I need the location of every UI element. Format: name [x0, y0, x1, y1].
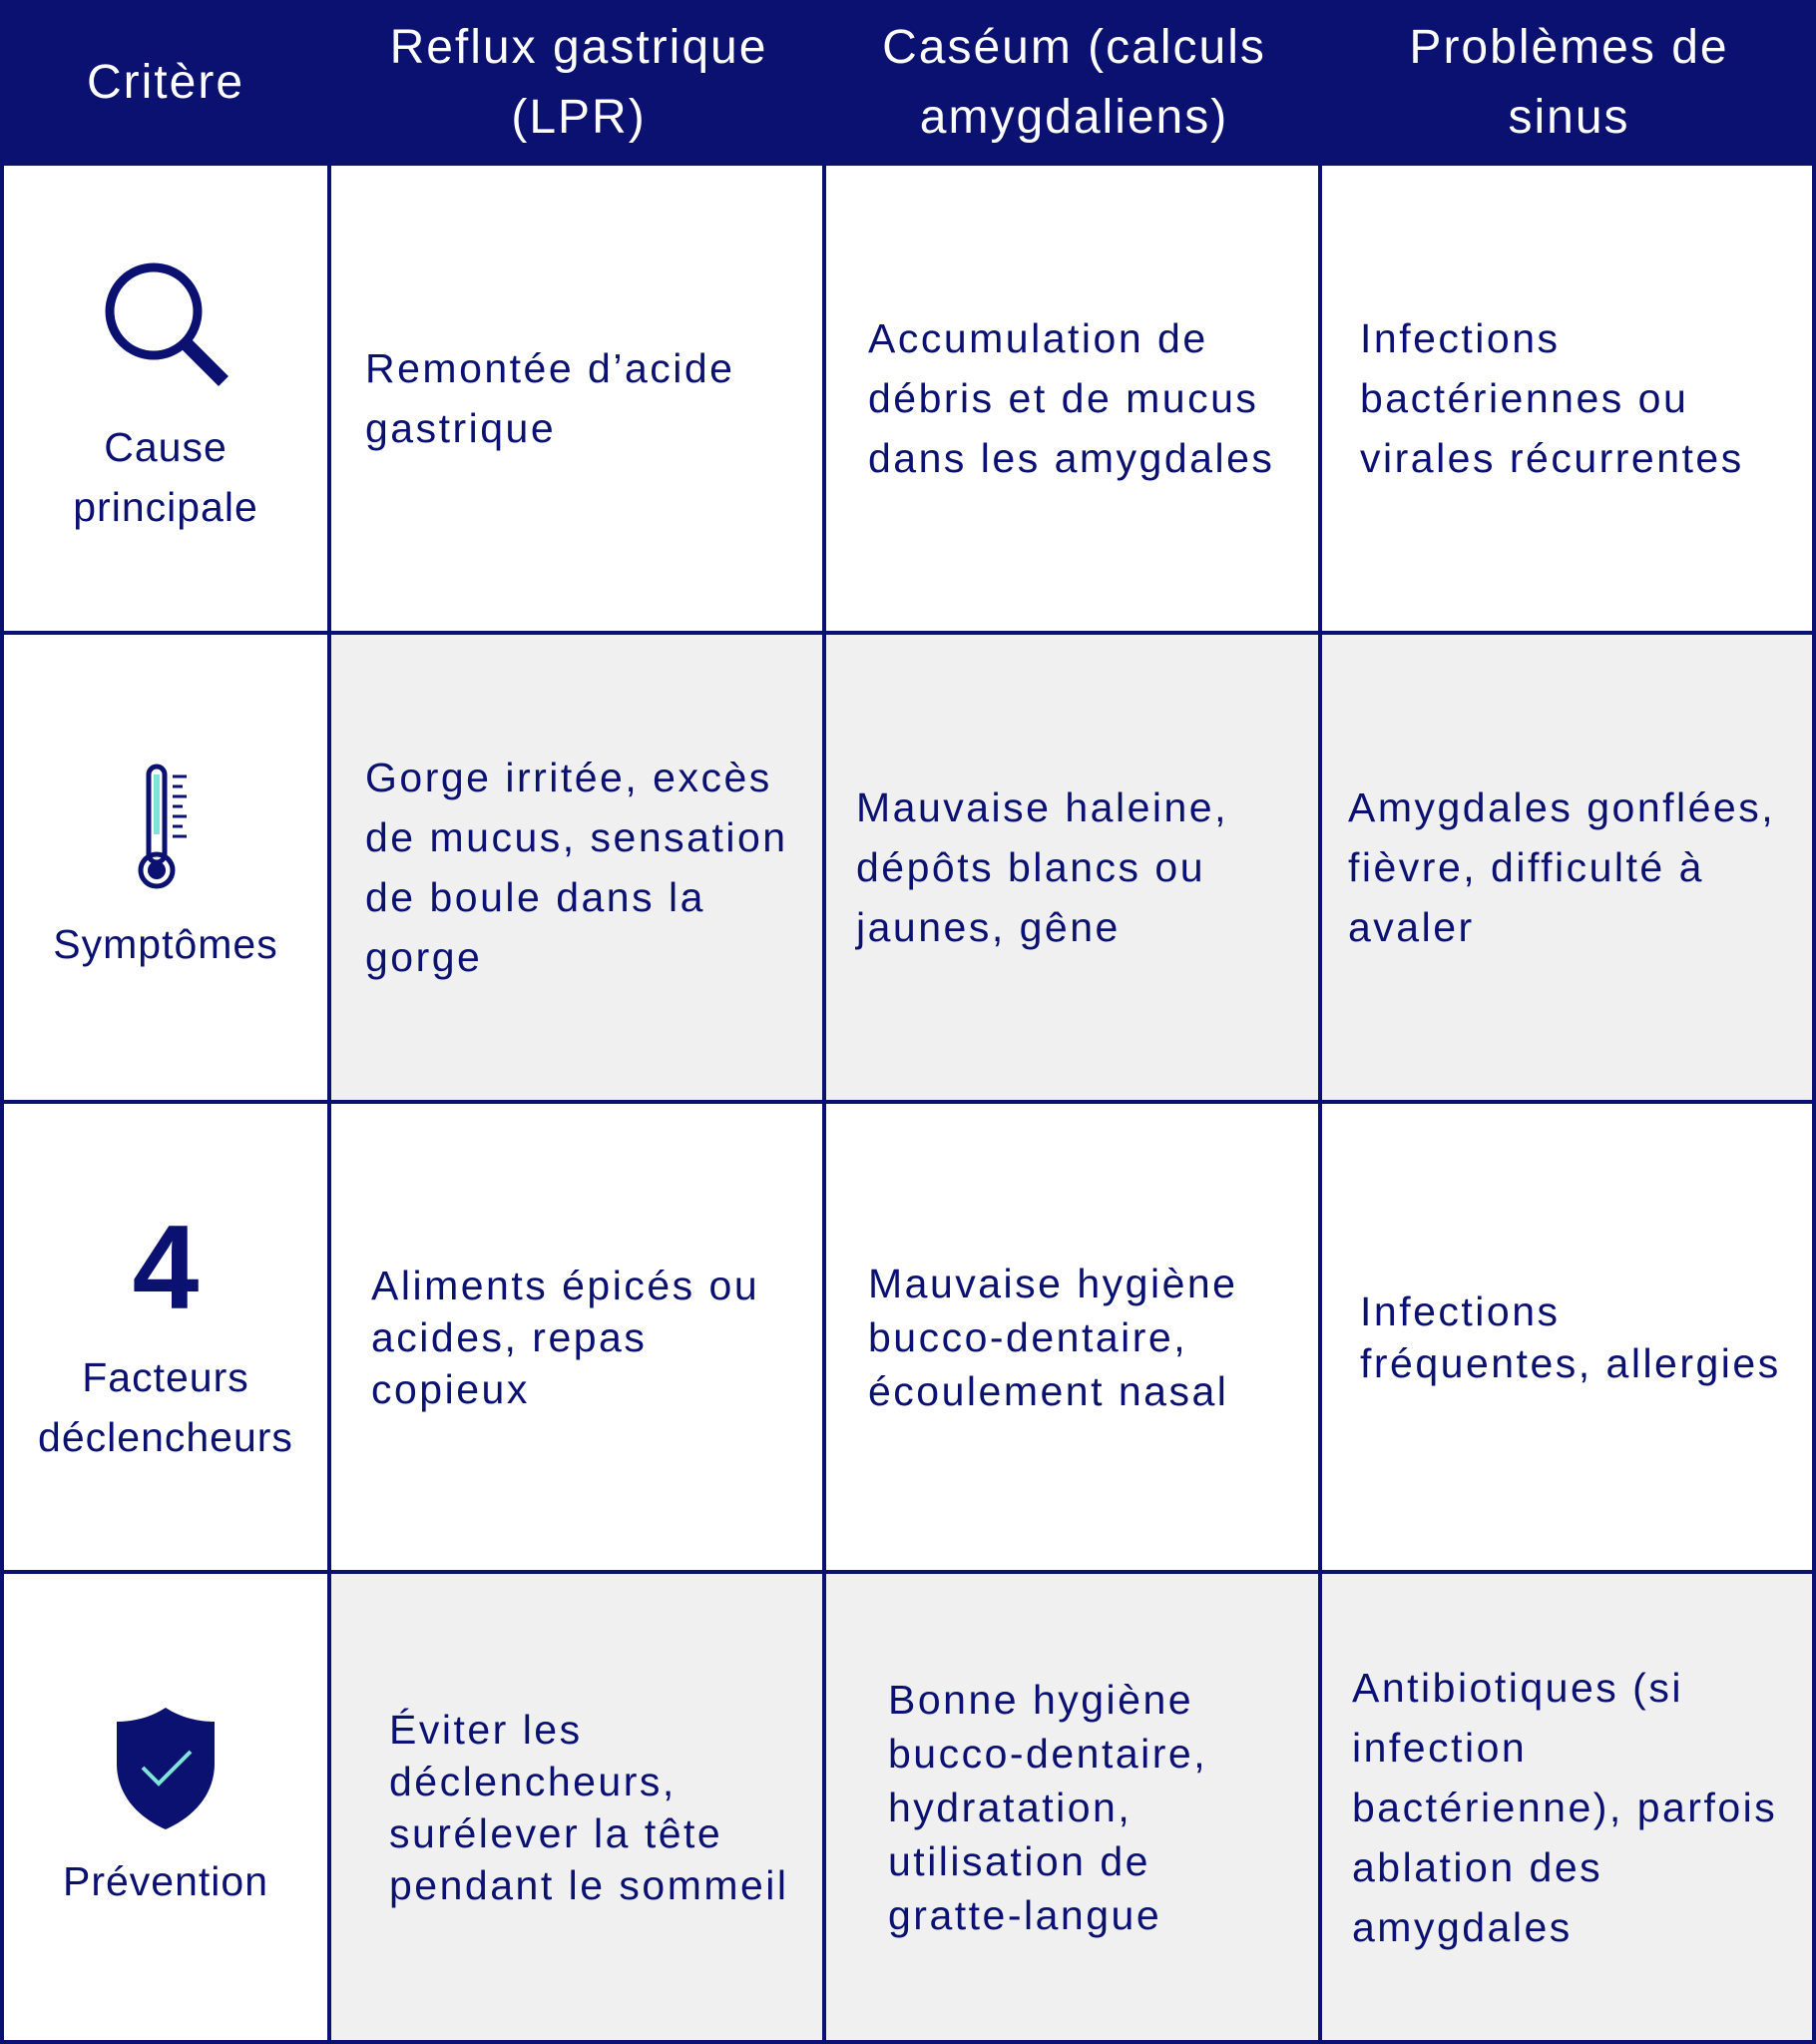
header-criterion: Critère: [0, 0, 331, 166]
cell-text: Mauvaise haleine, dépôts blancs ou jaunes, gêne: [856, 784, 1228, 950]
cell-text: Aliments épicés ou acides, repas copieux: [371, 1262, 760, 1412]
cell-symptoms-sinus: [1322, 635, 1816, 1104]
cell-cause-reflux: [331, 166, 826, 635]
cell-prevention-reflux: [331, 1574, 826, 2044]
cell-symptoms-reflux: [331, 635, 826, 1104]
cell-text: Gorge irritée, excès de mucus, sensation de boule dans la gorge: [365, 755, 788, 980]
criterion-triggers: [0, 1104, 331, 1574]
cell-text: Amygdales gonflées, fièvre, difficulté à avaler: [1348, 784, 1776, 950]
number-four-icon: 4: [132, 1200, 200, 1334]
shield-check-icon: [111, 1704, 221, 1833]
cell-triggers-caseum: [826, 1104, 1322, 1574]
cell-prevention-sinus: [1322, 1574, 1816, 2044]
header-sinus: Problèmes de sinus: [1322, 0, 1816, 166]
cell-prevention-caseum: [826, 1574, 1322, 2044]
cell-cause-caseum: [826, 166, 1322, 635]
cell-symptoms-caseum: [826, 635, 1322, 1104]
cell-triggers-reflux: [331, 1104, 826, 1574]
criterion-label: Facteurs déclencheurs: [38, 1353, 293, 1460]
header-tonsil-stones: Caséum (calculs amygdaliens): [826, 0, 1322, 166]
thermometer-icon: [131, 761, 201, 896]
magnifier-icon: [96, 259, 235, 399]
header-acid-reflux: Reflux gastrique (LPR): [331, 0, 826, 166]
criterion-label: Symptômes: [53, 921, 278, 967]
criterion-symptoms: [0, 635, 331, 1104]
cell-text: Mauvaise hygiène bucco-dentaire, écoulement nasal: [868, 1260, 1238, 1414]
criterion-label: Cause principale: [73, 424, 258, 530]
criterion-cause: [0, 166, 331, 635]
cell-text: Remontée d’acide gastrique: [365, 345, 735, 451]
criterion-prevention: [0, 1574, 331, 2044]
cell-cause-sinus: [1322, 166, 1816, 635]
cell-text: Antibiotiques (si infection bactérienne), parfois ablation des amygdales: [1352, 1664, 1778, 1950]
cell-text: Infections bactériennes ou virales récurrentes: [1360, 315, 1744, 481]
cell-text: Infections fréquentes, allergies: [1360, 1287, 1781, 1386]
cell-text: Accumulation de débris et de mucus dans les amygdales: [868, 315, 1275, 481]
criterion-label: Prévention: [62, 1857, 268, 1904]
cell-text: Éviter les déclencheurs, surélever la tête pendant le sommeil: [389, 1706, 789, 1908]
cell-text: Bonne hygiène bucco-dentaire, hydratation, utilisation de gratte-langue: [888, 1676, 1208, 1938]
cell-triggers-sinus: [1322, 1104, 1816, 1574]
